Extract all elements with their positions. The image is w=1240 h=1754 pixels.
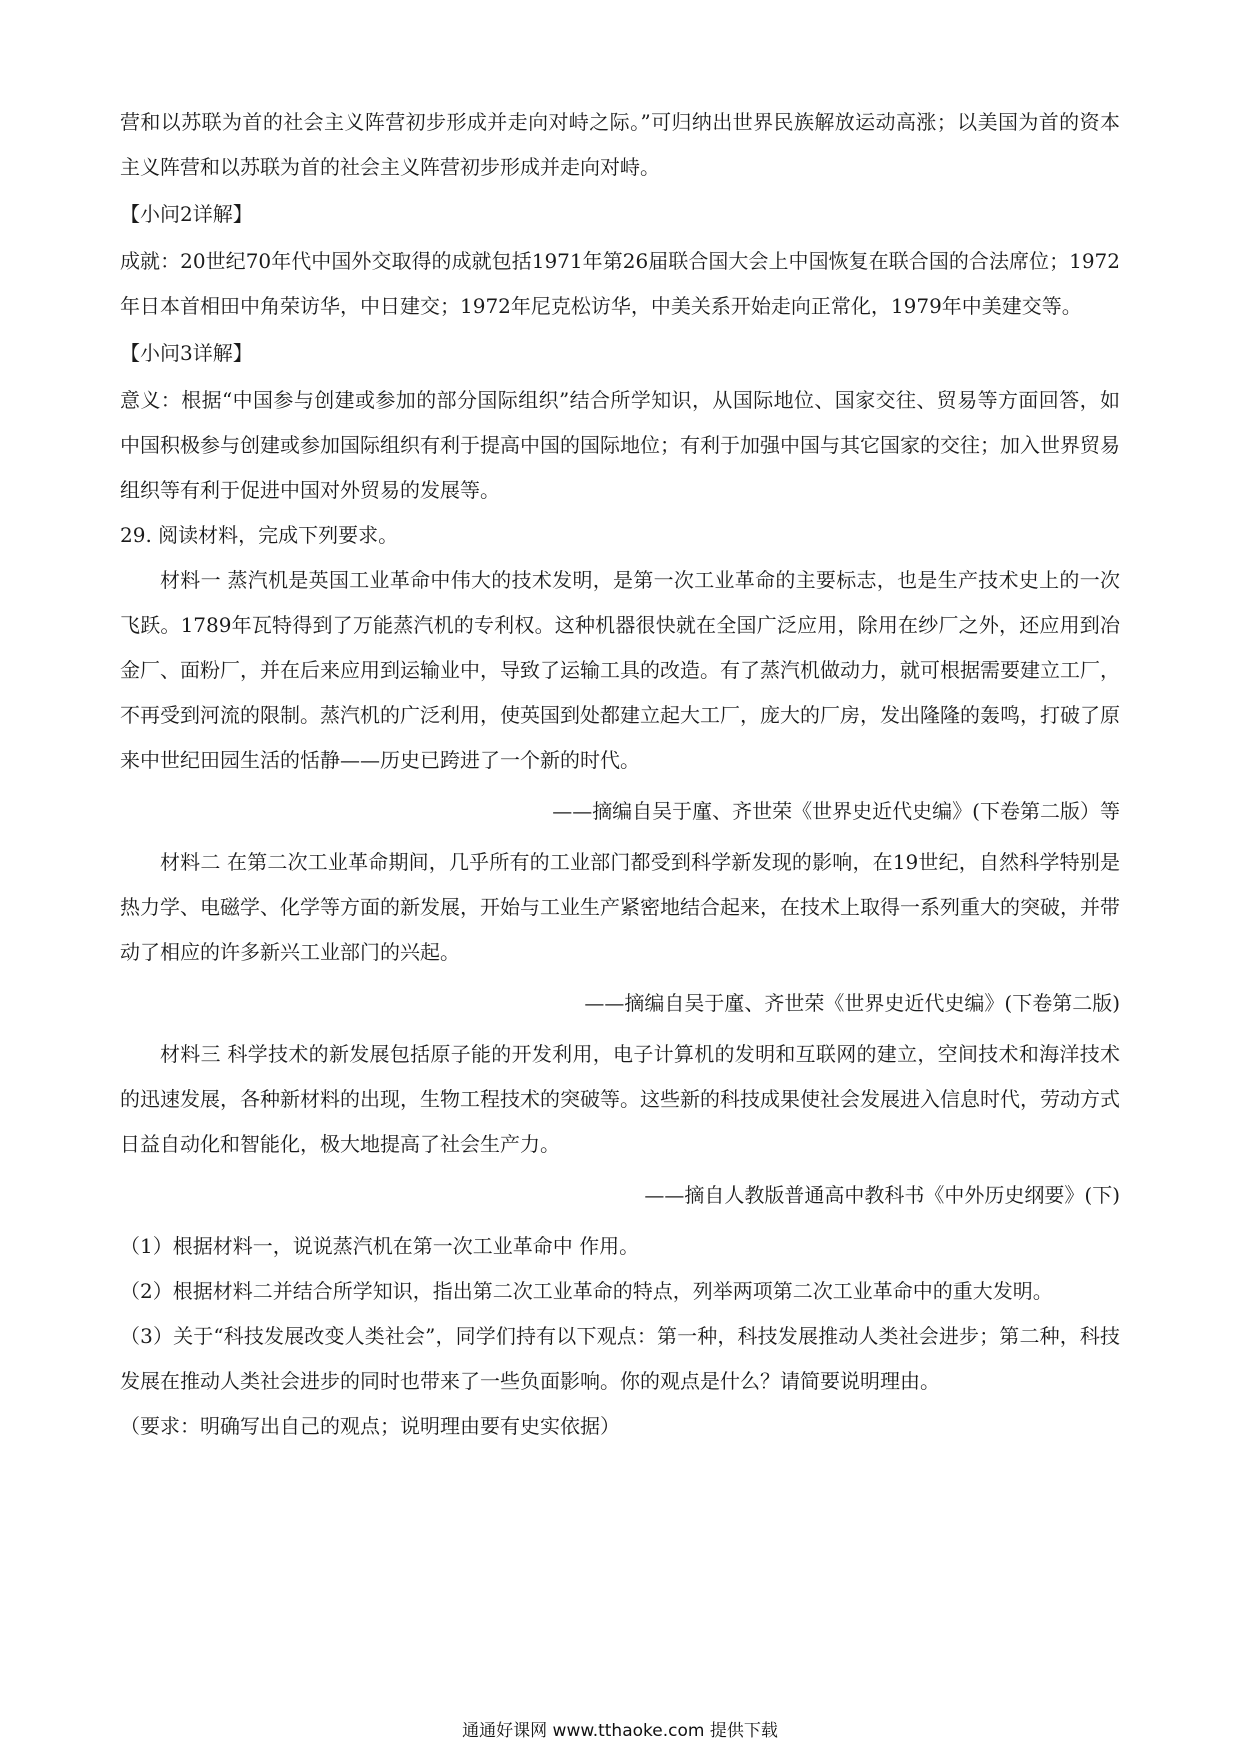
- material-3: 材料三 科学技术的新发展包括原子能的开发利用，电子计算机的发明和互联网的建立，空间技术和海洋技术的迅速发展，各种新材料的出现，生物工程技术的突破等。这些新的科技成果使社会发展进入信息时代，劳动方式日益自动化和智能化，极大地提高了社会生产力。: [120, 1042, 1120, 1156]
- page-footer: 通通好课网 www.tthaoke.com 提供下载: [462, 1721, 778, 1741]
- sub-question-2: （2）根据材料二并结合所学知识，指出第二次工业革命的特点，列举两项第二次工业革命中的重大发明。: [120, 1279, 1053, 1303]
- material-2: 材料二 在第二次工业革命期间，几乎所有的工业部门都受到科学新发现的影响，在19世纪，自然科学特别是热力学、电磁学、化学等方面的新发展，开始与工业生产紧密地结合起来，在技术上取得一系列重大的突破，并带动了相应的许多新兴工业部门的兴起。: [120, 850, 1120, 964]
- question-29-stem: 29. 阅读材料，完成下列要求。: [120, 523, 399, 547]
- document-content: [120, 100, 1120, 1449]
- q2-answer: 成就：20世纪70年代中国外交取得的成就包括1971年第26届联合国大会上中国恢复在联合国的合法席位；1972年日本首相田中角荣访华，中日建交；1972年尼克松访华，中美关系开始走向正常化，1979年中美建交等。: [120, 249, 1120, 318]
- analysis-paragraph-1: 营和以苏联为首的社会主义阵营初步形成并走向对峙之际。”可归纳出世界民族解放运动高涨；以美国为首的资本主义阵营和以苏联为首的社会主义阵营初步形成并走向对峙。: [120, 110, 1120, 179]
- q3-answer: 意义：根据“中国参与创建或参加的部分国际组织”结合所学知识，从国际地位、国家交往、贸易等方面回答，如中国积极参与创建或参加国际组织有利于提高中国的国际地位；有利于加强中国与其它国家的交往；加入世界贸易组织等有利于促进中国对外贸易的发展等。: [120, 388, 1120, 502]
- material-2-source: ——摘编自吴于廑、齐世荣《世界史近代史编》(下卷第二版): [584, 991, 1120, 1015]
- q2-heading: 【小问2详解】: [120, 202, 253, 226]
- q3-heading: 【小问3详解】: [120, 341, 253, 365]
- sub-question-1: （1）根据材料一，说说蒸汽机在第一次工业革命中 作用。: [120, 1234, 640, 1258]
- sub-question-3-requirement: （要求：明确写出自己的观点；说明理由要有史实依据）: [120, 1414, 620, 1438]
- material-3-source: ——摘自人教版普通高中教科书《中外历史纲要》(下): [644, 1183, 1120, 1207]
- sub-question-3: （3）关于“科技发展改变人类社会”，同学们持有以下观点：第一种，科技发展推动人类社会进步；第二种，科技发展在推动人类社会进步的同时也带来了一些负面影响。你的观点是什么？请简要说明理由。: [120, 1324, 1120, 1393]
- material-1-source: ——摘编自吴于廑、齐世荣《世界史近代史编》(下卷第二版）等: [552, 799, 1120, 823]
- material-1: 材料一 蒸汽机是英国工业革命中伟大的技术发明，是第一次工业革命的主要标志，也是生产技术史上的一次飞跃。1789年瓦特得到了万能蒸汽机的专利权。这种机器很快就在全国广泛应用，除用在纱厂之外，还应用到冶金厂、面粉厂，并在后来应用到运输业中，导致了运输工具的改造。有了蒸汽机做动力，就可根据需要建立工厂，不再受到河流的限制。蒸汽机的广泛利用，使英国到处都建立起大工厂，庞大的厂房，发出隆隆的轰鸣，打破了原来中世纪田园生活的恬静——历史已跨进了一个新的时代。: [120, 568, 1120, 772]
